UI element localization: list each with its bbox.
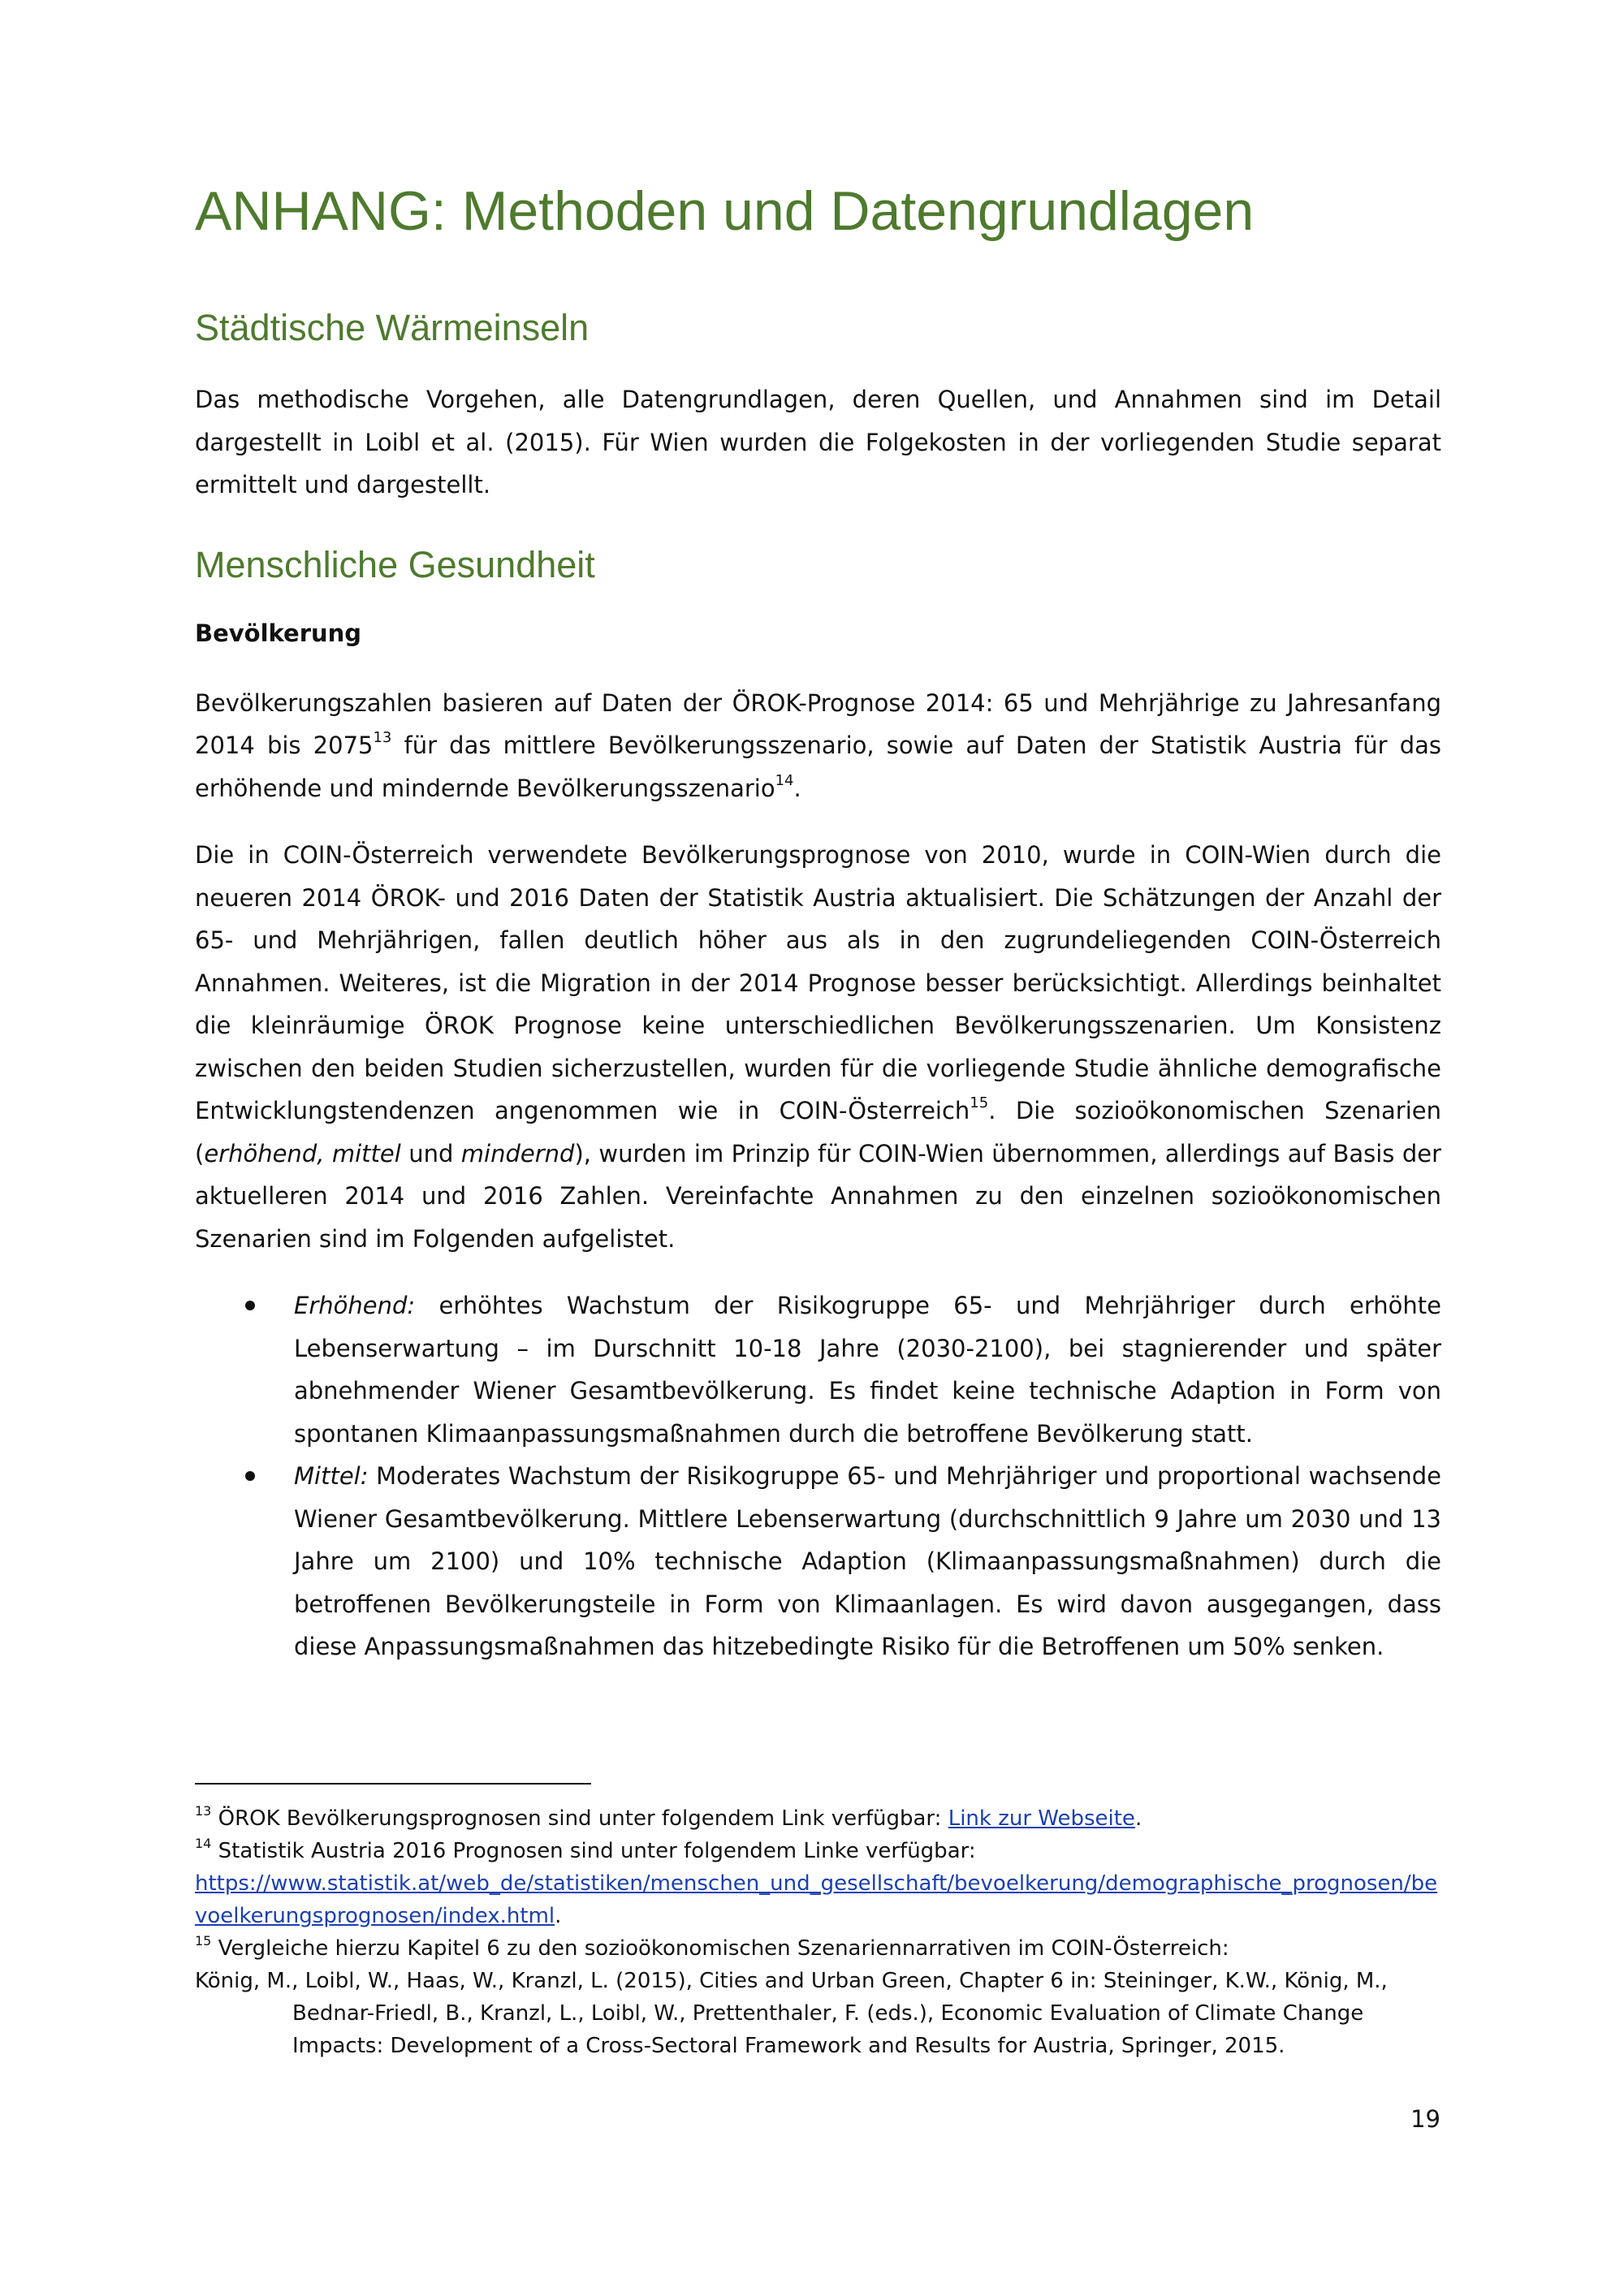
footnote-text: Statistik Austria 2016 Prognosen sind unter folgendem Linke verfügbar: (211, 1839, 976, 1863)
page-number: 19 (1410, 2105, 1440, 2133)
footnote-number: 13 (195, 1803, 212, 1819)
scenario-description: Moderates Wachstum der Risikogruppe 65- und Mehrjähriger und proportional wachsende Wiener Gesamtbevölkerung. Mittlere Lebenserwartung (durchschnittlich 9 Jahre um 2030 und 13 Jahre um 2100) und 10% technische Adaption (Klimaanpassungsmaßnahmen) durch die betroffenen Bevölkerungsteile in Form von Klimaanlagen. Es wird davon ausgegangen, dass diese Anpassungsmaßnahmen das hitzebedingte Risiko für die Betroffenen um 50% senken. (294, 1462, 1441, 1660)
footnote-number: 14 (195, 1836, 212, 1851)
emphasis-erhoehend-mittel: erhöhend, mittel (204, 1139, 401, 1167)
scenario-label: Mittel: (294, 1462, 369, 1490)
text-span: . Die sozioökonomischen Szenarien ( (195, 1097, 1441, 1167)
footnote-14 (195, 1835, 1441, 1867)
text-span: Bevölkerungszahlen basieren auf Daten der ÖROK-Prognose 2014: 65 und Mehrjährige zu Jahresanfang 2014 bis 2075 (195, 688, 1441, 759)
paragraph-waermeinseln: Das methodische Vorgehen, alle Datengrundlagen, deren Quellen, und Annahmen sind im Detail dargestellt in Loibl et al. (2015). Für Wien wurden die Folgekosten in der vorliegenden Studie separat ermittelt und dargestellt. (195, 386, 1441, 498)
text-span: ), wurden im Prinzip für COIN-Wien übernommen, allerdings auf Basis der aktuelleren 2014 und 2016 Zahlen. Vereinfachte Annahmen zu den einzelnen sozioökonomischen Szenarien sind im Folgenden aufgelistet. (195, 1139, 1441, 1253)
main-content (195, 179, 1441, 1668)
footnotes (195, 1783, 1441, 2062)
footnote-15-reference: König, M., Loibl, W., Haas, W., Kranzl, L. (2015), Cities and Urban Green, Chapter 6 in: Steininger, K.W., König, M., Bednar-Friedl, B., Kranzl, L., Loibl, W., Prettenthaler, F. (eds.), Economic Evaluation of Climate Change Impacts: Development of a Cross-Sectoral Framework and Results for Austria, Springer, 2015. (195, 1969, 1388, 2058)
list-item (195, 1455, 1441, 1668)
footnote-punct: . (1134, 1806, 1142, 1831)
section-heading-gesundheit: Menschliche Gesundheit (195, 543, 595, 585)
section-heading-waermeinseln: Städtische Wärmeinseln (195, 307, 590, 348)
scenario-label: Erhöhend: (294, 1292, 416, 1319)
paragraph-bevoelkerungszahlen (195, 682, 1441, 810)
footnote-number: 15 (195, 1933, 212, 1949)
footnote-13 (195, 1802, 1441, 1835)
footnote-punct: . (555, 1904, 562, 1928)
bullet-icon (245, 1471, 255, 1481)
text-span: und (400, 1139, 461, 1167)
paragraph-coin-wien (195, 834, 1441, 1260)
text-span: Die in COIN-Österreich verwendete Bevölkerungsprognose von 2010, wurde in COIN-Wien durch die neueren 2014 ÖROK- und 2016 Daten der Statistik Austria aktualisiert. Die Schätzungen der Anzahl der 65- und Mehrjährigen, fallen deutlich höher aus als in den zugrundeliegenden COIN-Österreich Annahmen. Weiteres, ist die Migration in der 2014 Prognose besser berücksichtigt. Allerdings beinhaltet die kleinräumige ÖROK Prognose keine unterschiedlichen Bevölkerungsszenarien. Um Konsistenz zwischen den beiden Studien sicherzustellen, wurden für die vorliegende Studie ähnliche demografische Entwicklungstendenzen angenommen wie in COIN-Österreich (195, 841, 1441, 1124)
subheading-bevoelkerung: Bevölkerung (195, 619, 362, 647)
footnote-ref-15[interactable]: 15 (970, 1094, 989, 1111)
footnote-14-url-line (195, 1867, 1441, 1932)
link-webseite[interactable]: Link zur Webseite (948, 1806, 1135, 1831)
page-title: ANHANG: Methoden und Datengrundlagen (195, 180, 1255, 242)
footnote-15 (195, 1932, 1441, 1965)
footnote-text: Vergleiche hierzu Kapitel 6 zu den sozioökonomischen Szenariennarrativen im COIN-Österreich: (211, 1936, 1229, 1961)
footnote-ref-14[interactable]: 14 (775, 771, 794, 789)
bullet-icon (245, 1301, 255, 1310)
footnote-text: ÖROK Bevölkerungsprognosen sind unter folgendem Link verfügbar: (211, 1806, 948, 1831)
text-span: für das mittlere Bevölkerungsszenario, sowie auf Daten der Statistik Austria für das erhöhende und mindernde Bevölkerungsszenario (195, 732, 1441, 802)
emphasis-mindernd: mindernd (460, 1139, 575, 1167)
footnote-ref-13[interactable]: 13 (373, 729, 392, 746)
scenario-description: erhöhtes Wachstum der Risikogruppe 65- und Mehrjähriger durch erhöhte Lebenserwartung – im Durschnitt 10-18 Jahre (2030-2100), bei stagnierender und später abnehmender Wiener Gesamtbevölkerung. Es findet keine technische Adaption in Form von spontanen Klimaanpassungsmaßnahmen durch die betroffene Bevölkerung statt. (294, 1292, 1441, 1448)
scenario-list (195, 1284, 1441, 1668)
link-statistik-austria[interactable]: https://www.statistik.at/web_de/statistiken/menschen_und_gesellschaft/bevoelkerung/demographische_prognosen/bevoelkerungsprognosen/index.html (195, 1871, 1438, 1928)
list-item-text (294, 1455, 1441, 1668)
list-item (195, 1284, 1441, 1455)
text-span: . (793, 774, 801, 802)
footnote-divider (195, 1783, 591, 1785)
list-item-text (294, 1284, 1441, 1455)
